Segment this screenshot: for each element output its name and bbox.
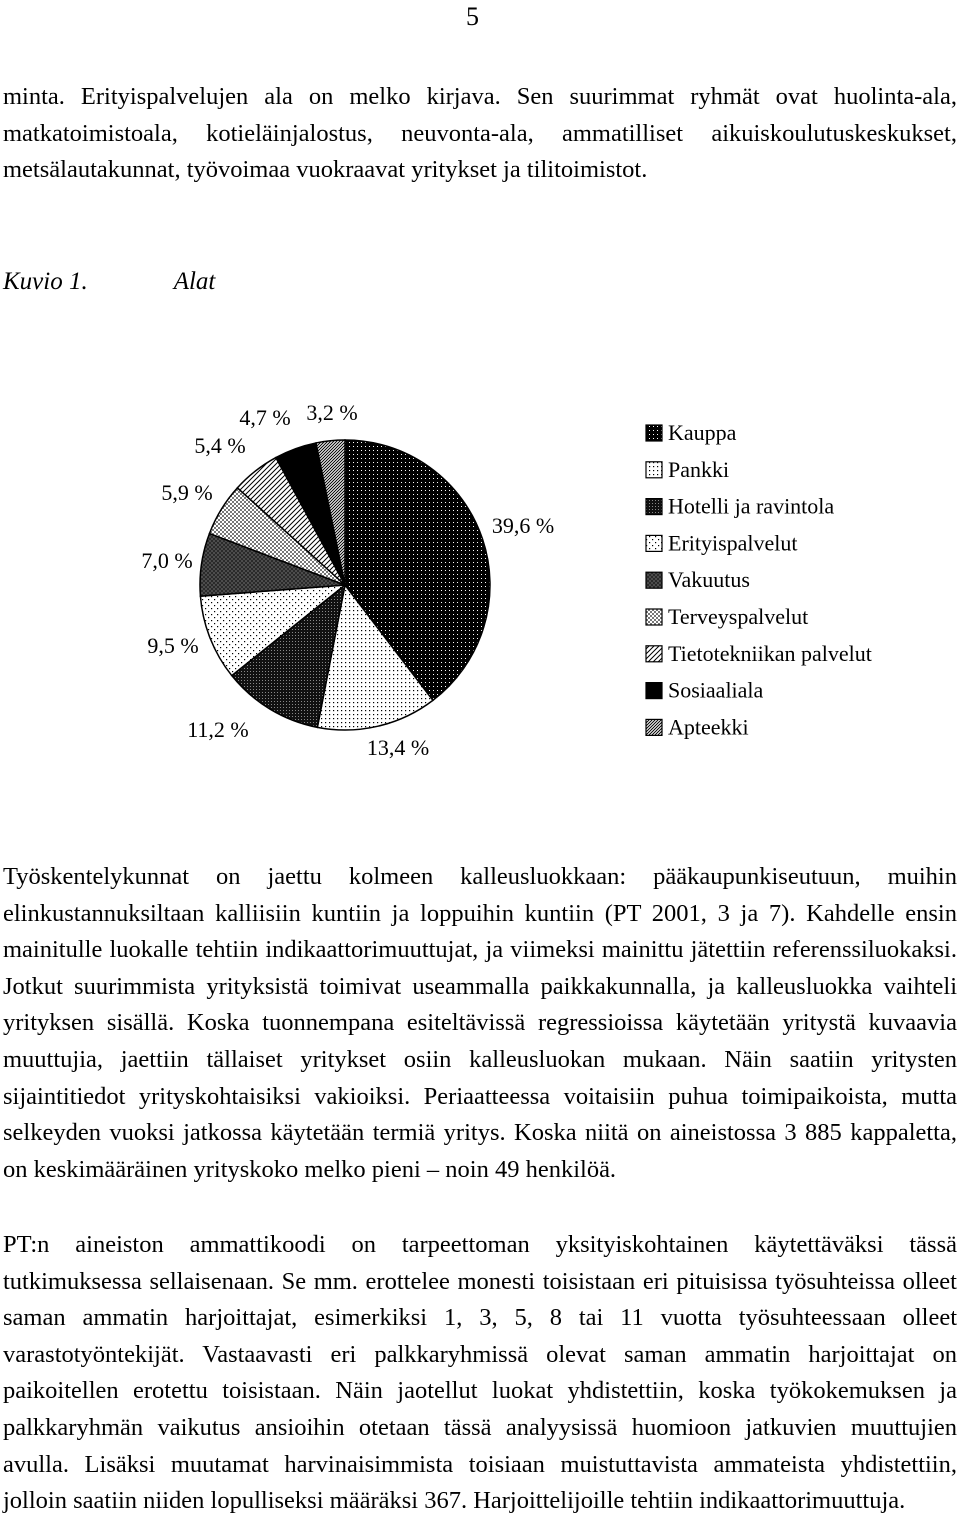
legend-swatch-vakuutus	[646, 572, 662, 588]
legend-swatch-apteekki	[646, 719, 662, 735]
paragraph-intro: minta. Erityispalvelujen ala on melko kirjava. Sen suurimmat ryhmät ovat huolinta-ala, matkatoimistoala, kotieläinjalostus, neuvonta-ala, ammatilliset aikuiskoulutuskeskukset, metsälautakunnat, työvoimaa vuokraavat yritykset ja tilitoimistot.	[3, 83, 957, 184]
slice-label-vakuutus: 7,0 %	[141, 548, 193, 573]
slice-label-pankki: 13,4 %	[366, 735, 430, 760]
slice-label-hotelli-ja-ravintola: 11,2 %	[187, 717, 249, 742]
legend-swatch-terveyspalvelut	[646, 609, 662, 625]
legend-swatch-erityispalvelut	[646, 535, 662, 551]
pie-chart	[0, 385, 960, 780]
legend-swatch-kauppa	[646, 425, 662, 441]
legend-swatch-pankki	[646, 462, 662, 478]
figure-label: Kuvio 1.	[3, 268, 88, 295]
legend-label-vakuutus: Vakuutus	[668, 567, 750, 593]
slice-label-kauppa: 39,6 %	[491, 513, 555, 538]
slice-label-tietotekniikan-palvelut: 5,4 %	[194, 433, 246, 458]
pie-slices	[200, 440, 490, 730]
slice-label-erityispalvelut: 9,5 %	[147, 633, 199, 658]
legend-label-sosiaaliala: Sosiaaliala	[668, 677, 764, 703]
legend-label-kauppa: Kauppa	[668, 420, 737, 445]
slice-label-apteekki: 3,2 %	[306, 400, 358, 425]
legend-swatch-tietotekniikan-palvelut	[646, 646, 662, 662]
page-number: 5	[466, 2, 479, 31]
legend-label-tietotekniikan-palvelut: Tietotekniikan palvelut	[668, 640, 872, 666]
slice-label-terveyspalvelut: 5,9 %	[161, 480, 213, 505]
slice-label-sosiaaliala: 4,7 %	[239, 405, 291, 430]
legend-swatch-hotelli-ja-ravintola	[646, 499, 662, 515]
legend-label-hotelli-ja-ravintola: Hotelli ja ravintola	[668, 493, 835, 519]
legend-label-apteekki: Apteekki	[668, 714, 749, 740]
figure-caption	[3, 268, 215, 296]
legend-label-erityispalvelut: Erityispalvelut	[668, 530, 798, 556]
paragraph-occupations: PT:n aineiston ammattikoodi on tarpeettoman yksityiskohtainen käytettäväksi tässä tutkimuksessa sellaisenaan. Se mm. erottelee monesti toisistaan eri pituisissa työsuhteissa olleet saman ammatin harjoittajat, esimerkiksi 1, 3, 5, 8 tai 11 vuotta työsuhteessaan olleet varastotyöntekijät. Vastaavasti eri palkkaryhmissä olevat saman ammatin harjoittajat on paikoitellen erotettu toisistaan. Näin jaotellut luokat yhdistettiin, koska työkokemuksen ja palkkaryhmän vaikutus ansioihin otetaan tässä analyysissä huomioon jatkuvien muuttujien avulla. Lisäksi muutamat harvinaisimmista toisiaan muistuttavista ammateista yhdistettiin, jolloin saatiin niiden lopulliseksi määräksi 367. Harjoittelijoille tehtiin indikaattorimuuttuja.	[3, 1231, 957, 1515]
paragraph-municipalities: Työskentelykunnat on jaettu kolmeen kalleusluokkaan: pääkaupunkiseutuun, muihin elinkustannuksiltaan kalliisiin kuntiin ja loppuihin kuntiin (PT 2001, 3 ja 7). Kahdelle ensin mainitulle luokalle tehtiin indikaattorimuuttujat, ja viimeksi mainittu jätettiin referenssiluokaksi. Jotkut suurimmista yrityksistä toimivat useammalla paikkakunnalla, ja kalleusluokka vaihteli yrityksen sisällä. Koska tuonnempana esiteltävissä regressioissa käytetään yritystä kuvaavia muuttujia, jaettiin tällaiset yritykset osiin kalleusluokan mukaan. Näin saatiin yritysten sijaintitiedot yrityskohtaisiksi vakioiksi. Periaatteessa voitaisiin puhua toimipaikoista, mutta selkeyden vuoksi jatkossa käytetään termiä yritys. Koska niitä on aineistossa 3 885 kappaletta, on keskimääräinen yrityskoko melko pieni – noin 49 henkilöä.	[3, 863, 957, 1183]
figure-title: Alat	[173, 268, 216, 295]
legend-label-pankki: Pankki	[668, 456, 730, 482]
legend-label-terveyspalvelut: Terveyspalvelut	[668, 604, 809, 629]
legend-swatch-sosiaaliala	[646, 683, 662, 699]
chart-legend	[646, 420, 872, 739]
